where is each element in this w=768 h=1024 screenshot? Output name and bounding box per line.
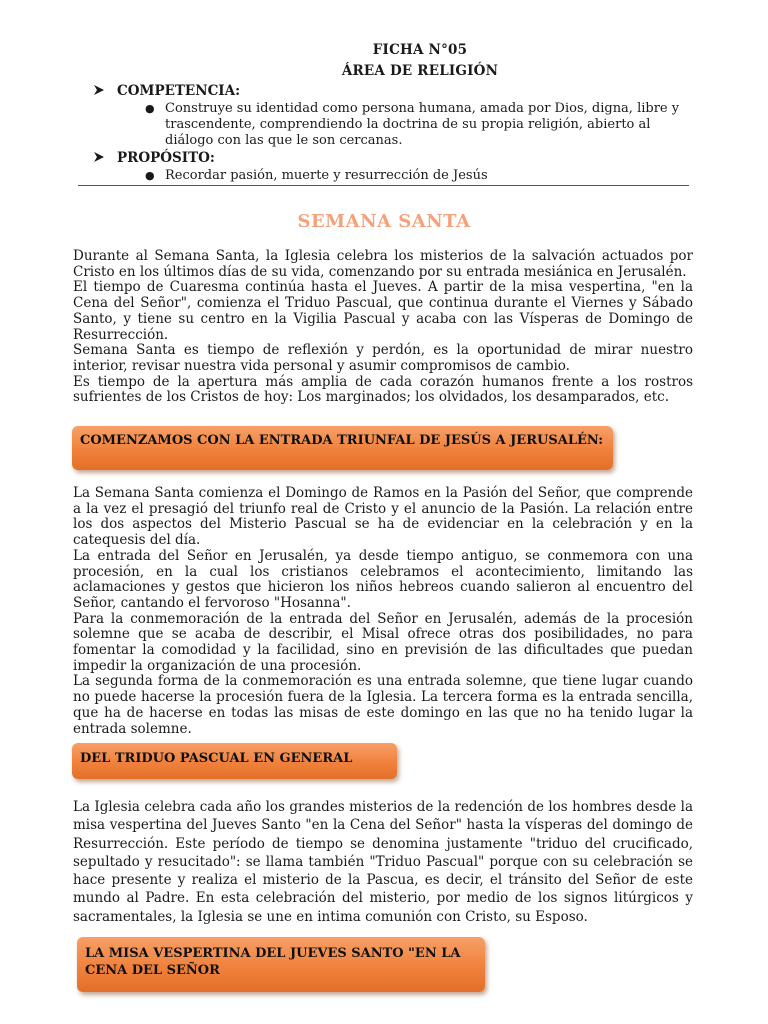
paragraph: La segunda forma de la conmemoración es una entrada solemne, que tiene lugar cuando no puede hacerse la procesión fuera de la Iglesia. La tercera forma es la entrada sencilla, que ha de hacerse en todas las misas de este domingo en las que no ha tenido lugar la entrada solemne. (73, 673, 693, 737)
paragraph: Durante al Semana Santa, la Iglesia celebra los misterios de la salvación actuados por Cristo en los últimos días de su vida, comenzando por su entrada mesiánica en Jerusalén. (73, 248, 693, 280)
entrada-section (73, 486, 693, 737)
area-title: ÁREA DE RELIGIÓN (341, 63, 499, 79)
paragraph: Para la conmemoración de la entrada del Señor en Jerusalén, además de la procesión solemne que se acaba de describir, el Misal ofrece otras dos posibilidades, no para fomentar la comodidad y la facilidad, sino en previsión de las dificultades que puedan impedir la organización de una procesión. (73, 610, 693, 674)
paragraph: La Iglesia celebra cada año los grandes misterios de la redención de los hombres desde la misa vespertina del Jueves Santo "en la Cena del Señor" hasta la vísperas del domingo de Resurrección. Este período de tiempo se denomina justamente "triduo del crucificado, sepultado y resucitado": se llama también "Triduo Pascual" porque con su celebración se hace presente y realiza el misterio de la Pascua, es decir, el tránsito del Señor de este mundo al Padre. En esta celebración del misterio, por medio de los signos litúrgicos y sacramentales, la Iglesia se une en intima comunión con Cristo, su Esposo. (73, 799, 693, 925)
proposito-list-item (145, 168, 685, 184)
paragraph: Semana Santa es tiempo de reflexión y perdón, es la oportunidad de mirar nuestro interior, revisar nuestra vida personal y asumir compromisos de cambio. (73, 342, 693, 374)
section-banner-jueves-santo: LA MISA VESPERTINA DEL JUEVES SANTO "EN LA CENA DEL SEÑOR (77, 937, 485, 992)
round-bullet-icon: ● (145, 169, 155, 182)
proposito-heading (93, 150, 215, 166)
section-banner-entrada-triunfal: COMENZAMOS CON LA ENTRADA TRIUNFAL DE JESÚS A JERUSALÉN: (72, 426, 613, 470)
page-title: SEMANA SANTA (297, 211, 471, 232)
paragraph: Es tiempo de la apertura más amplia de cada corazón humanos frente a los rostros sufrientes de los Cristos de hoy: Los marginados; los olvidados, los desamparados, etc. (73, 373, 693, 406)
proposito-text: Recordar pasión, muerte y resurrección de Jesús (165, 168, 488, 183)
proposito-label: PROPÓSITO: (117, 150, 215, 166)
triduo-section (73, 798, 693, 926)
competencia-heading (93, 83, 240, 99)
paragraph: El tiempo de Cuaresma continúa hasta el Jueves. A partir de la misa vespertina, "en la Cena del Señor", comienza el Triduo Pascual, que continua durante el Viernes y Sábado Santo, y tiene su centro en la Vigilia Pascual y acaba con las Vísperas de Domingo de Resurrección. (73, 279, 693, 343)
intro-section (73, 249, 693, 406)
competencia-text: Construye su identidad como persona humana, amada por Dios, digna, libre y trascendente, comprendiendo la doctrina de su propia religión, abierto al diálogo con las que le son cercanas. (165, 101, 680, 148)
paragraph: La entrada del Señor en Jerusalén, ya desde tiempo antiguo, se conmemora con una procesión, en la cual los cristianos celebramos el acontecimiento, limitando las aclamaciones y gestos que hicieron los niños hebreos cuando salieron al encuentro del Señor, cantando el fervoroso "Hosanna". (73, 547, 693, 611)
ficha-number: FICHA N°05 (372, 42, 468, 58)
competencia-list-item (145, 101, 685, 149)
competencia-label: COMPETENCIA: (117, 83, 241, 99)
arrowhead-bullet-icon (93, 84, 107, 99)
horizontal-divider (78, 185, 689, 186)
round-bullet-icon: ● (145, 102, 155, 115)
section-banner-triduo: DEL TRIDUO PASCUAL EN GENERAL (72, 743, 397, 779)
arrowhead-bullet-icon (93, 151, 107, 166)
paragraph: La Semana Santa comienza el Domingo de Ramos en la Pasión del Señor, que comprende a la vez el presagió del triunfo real de Cristo y el anuncio de la Pasión. La relación entre los dos aspectos del Misterio Pascual se ha de evidenciar en la celebración y en la catequesis del día. (73, 485, 693, 549)
